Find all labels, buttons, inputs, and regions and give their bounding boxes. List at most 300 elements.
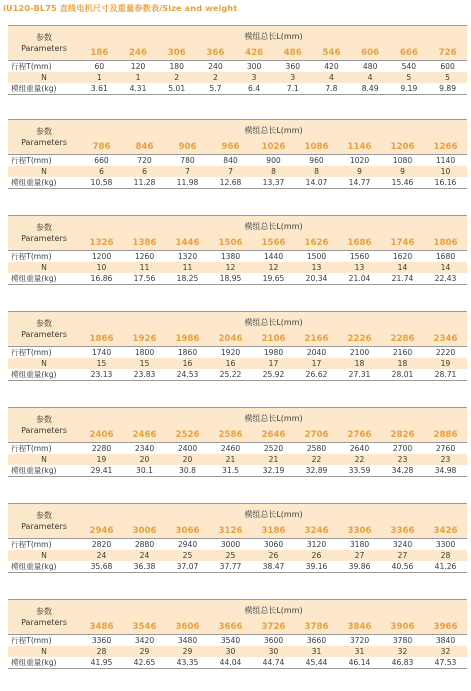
param-label-cn: 参数	[36, 415, 52, 424]
weight-row	[8, 657, 467, 669]
stroke-value: 3480	[166, 635, 209, 647]
weight-value: 41.26	[424, 561, 467, 573]
weight-value: 43.35	[166, 657, 209, 669]
weight-value: 33.59	[338, 465, 381, 477]
length-value: 2886	[424, 429, 467, 443]
length-value: 1506	[209, 237, 252, 251]
weight-value: 41.95	[80, 657, 123, 669]
weight-label: 模组重量(kg)	[8, 273, 80, 285]
stroke-value: 840	[209, 155, 252, 167]
stroke-value: 1620	[381, 251, 424, 263]
length-value: 2646	[252, 429, 295, 443]
stroke-value: 2100	[338, 347, 381, 359]
n-value: 29	[123, 646, 166, 657]
n-row	[8, 262, 467, 273]
length-value: 1866	[80, 333, 123, 347]
n-value: 7	[209, 166, 252, 177]
stroke-label: 行程T(mm)	[8, 635, 80, 647]
stroke-value: 2520	[252, 443, 295, 455]
stroke-value: 240	[196, 61, 235, 73]
length-value: 3966	[424, 621, 467, 635]
stroke-value: 1440	[252, 251, 295, 263]
stroke-value: 2160	[381, 347, 424, 359]
n-label: N	[8, 262, 80, 273]
weight-value: 34.98	[424, 465, 467, 477]
length-value: 3846	[338, 621, 381, 635]
length-value: 2586	[209, 429, 252, 443]
length-value: 546	[312, 47, 351, 61]
stroke-value: 60	[80, 61, 119, 73]
weight-row	[8, 273, 467, 285]
stroke-value: 1860	[166, 347, 209, 359]
weight-value: 15.46	[381, 177, 424, 189]
n-value: 11	[166, 262, 209, 273]
n-value: 16	[166, 358, 209, 369]
spec-table-1	[8, 25, 467, 95]
parameters-header	[8, 504, 80, 539]
n-value: 12	[252, 262, 295, 273]
weight-value: 19.65	[252, 273, 295, 285]
weight-row	[8, 177, 467, 189]
n-row	[8, 358, 467, 369]
length-value: 1566	[252, 237, 295, 251]
stroke-value: 1680	[424, 251, 467, 263]
n-value: 30	[252, 646, 295, 657]
length-value: 2046	[209, 333, 252, 347]
length-title: 模组总长L(mm)	[80, 216, 467, 238]
length-value: 426	[235, 47, 274, 61]
n-value: 15	[80, 358, 123, 369]
stroke-label: 行程T(mm)	[8, 443, 80, 455]
n-value: 5	[428, 72, 467, 83]
document-title: iU120-BL75 直线电机尺寸及重量参数表/Size and weight	[3, 3, 238, 13]
weight-row	[8, 83, 467, 95]
length-value: 3066	[166, 525, 209, 539]
weight-row	[8, 465, 467, 477]
length-value: 2406	[80, 429, 123, 443]
weight-label: 模组重量(kg)	[8, 369, 80, 381]
stroke-value: 720	[123, 155, 166, 167]
stroke-row	[8, 155, 467, 167]
length-value: 3186	[252, 525, 295, 539]
length-value: 486	[273, 47, 312, 61]
spec-table-7	[8, 599, 467, 669]
stroke-value: 1980	[252, 347, 295, 359]
stroke-value: 2580	[295, 443, 338, 455]
n-value: 22	[338, 454, 381, 465]
n-value: 21	[252, 454, 295, 465]
stroke-value: 2880	[123, 539, 166, 551]
param-label-en: Parameters	[21, 234, 67, 243]
n-value: 17	[252, 358, 295, 369]
weight-value: 18.25	[166, 273, 209, 285]
n-value: 26	[295, 550, 338, 561]
stroke-value: 2220	[424, 347, 467, 359]
weight-value: 23.83	[123, 369, 166, 381]
weight-value: 8.49	[351, 83, 390, 95]
stroke-row	[8, 635, 467, 647]
param-label-en: Parameters	[21, 44, 67, 53]
length-value: 186	[80, 47, 119, 61]
n-value: 31	[338, 646, 381, 657]
weight-row	[8, 561, 467, 573]
weight-label: 模组重量(kg)	[8, 465, 80, 477]
weight-label: 模组重量(kg)	[8, 561, 80, 573]
n-row	[8, 166, 467, 177]
stroke-value: 3720	[338, 635, 381, 647]
stroke-row	[8, 443, 467, 455]
n-value: 27	[338, 550, 381, 561]
n-label: N	[8, 166, 80, 177]
n-value: 8	[252, 166, 295, 177]
length-value: 1266	[424, 141, 467, 155]
weight-value: 42.65	[123, 657, 166, 669]
stroke-value: 1740	[80, 347, 123, 359]
n-value: 16	[209, 358, 252, 369]
n-value: 3	[273, 72, 312, 83]
n-value: 14	[424, 262, 467, 273]
stroke-value: 2760	[424, 443, 467, 455]
weight-value: 30.8	[166, 465, 209, 477]
n-value: 14	[381, 262, 424, 273]
n-label: N	[8, 454, 80, 465]
n-row	[8, 72, 467, 83]
weight-value: 5.7	[196, 83, 235, 95]
header-row	[8, 120, 467, 142]
stroke-value: 3420	[123, 635, 166, 647]
length-value: 3366	[381, 525, 424, 539]
length-value: 3006	[123, 525, 166, 539]
length-value: 966	[209, 141, 252, 155]
n-value: 26	[252, 550, 295, 561]
length-value: 2706	[295, 429, 338, 443]
weight-value: 44.74	[252, 657, 295, 669]
n-value: 27	[381, 550, 424, 561]
length-value: 1986	[166, 333, 209, 347]
n-value: 2	[157, 72, 196, 83]
stroke-value: 3540	[209, 635, 252, 647]
weight-value: 21.74	[381, 273, 424, 285]
weight-value: 9.19	[390, 83, 429, 95]
n-value: 9	[381, 166, 424, 177]
stroke-value: 1380	[209, 251, 252, 263]
stroke-value: 2820	[80, 539, 123, 551]
stroke-value: 660	[80, 155, 123, 167]
stroke-value: 2940	[166, 539, 209, 551]
weight-value: 14.77	[338, 177, 381, 189]
stroke-value: 2640	[338, 443, 381, 455]
stroke-value: 480	[351, 61, 390, 73]
length-value: 366	[196, 47, 235, 61]
length-value: 2346	[424, 333, 467, 347]
length-value: 3726	[252, 621, 295, 635]
length-title: 模组总长L(mm)	[80, 120, 467, 142]
length-title: 模组总长L(mm)	[80, 312, 467, 334]
param-label-en: Parameters	[21, 522, 67, 531]
length-value: 2106	[252, 333, 295, 347]
weight-value: 7.8	[312, 83, 351, 95]
weight-value: 34.28	[381, 465, 424, 477]
n-label: N	[8, 646, 80, 657]
weight-value: 46.14	[338, 657, 381, 669]
length-value: 2286	[381, 333, 424, 347]
stroke-value: 3660	[295, 635, 338, 647]
weight-value: 6.4	[235, 83, 274, 95]
n-value: 1	[119, 72, 158, 83]
stroke-label: 行程T(mm)	[8, 155, 80, 167]
n-value: 24	[123, 550, 166, 561]
n-value: 13	[295, 262, 338, 273]
length-value: 2526	[166, 429, 209, 443]
weight-value: 23.13	[80, 369, 123, 381]
weight-value: 3.61	[80, 83, 119, 95]
stroke-value: 420	[312, 61, 351, 73]
weight-value: 11.98	[166, 177, 209, 189]
n-value: 17	[295, 358, 338, 369]
stroke-value: 3120	[295, 539, 338, 551]
n-value: 19	[80, 454, 123, 465]
n-label: N	[8, 358, 80, 369]
stroke-label: 行程T(mm)	[8, 251, 80, 263]
weight-value: 44.04	[209, 657, 252, 669]
n-value: 2	[196, 72, 235, 83]
stroke-value: 3360	[80, 635, 123, 647]
weight-value: 37.77	[209, 561, 252, 573]
weight-value: 14.07	[295, 177, 338, 189]
weight-label: 模组重量(kg)	[8, 177, 80, 189]
weight-value: 32.89	[295, 465, 338, 477]
length-value: 3426	[424, 525, 467, 539]
param-label-cn: 参数	[36, 33, 52, 42]
stroke-value: 3000	[209, 539, 252, 551]
param-label-cn: 参数	[36, 223, 52, 232]
stroke-value: 360	[273, 61, 312, 73]
stroke-value: 1560	[338, 251, 381, 263]
length-value: 3246	[295, 525, 338, 539]
n-label: N	[8, 72, 80, 83]
n-value: 25	[209, 550, 252, 561]
weight-value: 9.89	[428, 83, 467, 95]
length-value: 906	[166, 141, 209, 155]
length-value: 2766	[338, 429, 381, 443]
n-value: 23	[424, 454, 467, 465]
n-value: 11	[123, 262, 166, 273]
weight-value: 7.1	[273, 83, 312, 95]
header-row	[8, 408, 467, 430]
weight-value: 10.58	[80, 177, 123, 189]
length-value: 846	[123, 141, 166, 155]
stroke-label: 行程T(mm)	[8, 539, 80, 551]
n-value: 24	[80, 550, 123, 561]
length-value: 1086	[295, 141, 338, 155]
length-value: 1146	[338, 141, 381, 155]
stroke-value: 900	[252, 155, 295, 167]
n-row	[8, 454, 467, 465]
weight-value: 31.5	[209, 465, 252, 477]
length-value: 726	[428, 47, 467, 61]
n-value: 5	[390, 72, 429, 83]
weight-value: 29.41	[80, 465, 123, 477]
n-value: 32	[381, 646, 424, 657]
weight-value: 16.86	[80, 273, 123, 285]
stroke-value: 1080	[381, 155, 424, 167]
length-value: 606	[351, 47, 390, 61]
parameters-header	[8, 600, 80, 635]
length-value: 1686	[338, 237, 381, 251]
n-value: 6	[123, 166, 166, 177]
weight-row	[8, 369, 467, 381]
header-row	[8, 216, 467, 238]
stroke-value: 1320	[166, 251, 209, 263]
weight-value: 30.1	[123, 465, 166, 477]
param-label-en: Parameters	[21, 426, 67, 435]
length-value: 2226	[338, 333, 381, 347]
weight-value: 13.37	[252, 177, 295, 189]
param-label-en: Parameters	[21, 330, 67, 339]
stroke-value: 3600	[252, 635, 295, 647]
n-row	[8, 550, 467, 561]
n-value: 7	[166, 166, 209, 177]
weight-value: 27.31	[338, 369, 381, 381]
length-value: 2826	[381, 429, 424, 443]
stroke-value: 3060	[252, 539, 295, 551]
param-label-en: Parameters	[21, 138, 67, 147]
n-value: 32	[424, 646, 467, 657]
n-value: 22	[295, 454, 338, 465]
spec-table-4	[8, 311, 467, 381]
stroke-row	[8, 539, 467, 551]
n-value: 23	[381, 454, 424, 465]
stroke-value: 2400	[166, 443, 209, 455]
stroke-value: 180	[157, 61, 196, 73]
length-value: 3906	[381, 621, 424, 635]
weight-value: 24.53	[166, 369, 209, 381]
n-value: 30	[209, 646, 252, 657]
stroke-label: 行程T(mm)	[8, 347, 80, 359]
n-value: 10	[80, 262, 123, 273]
param-label-cn: 参数	[36, 511, 52, 520]
stroke-value: 2280	[80, 443, 123, 455]
parameters-header	[8, 216, 80, 251]
weight-label: 模组重量(kg)	[8, 83, 80, 95]
header-row	[8, 312, 467, 334]
length-value: 2466	[123, 429, 166, 443]
stroke-value: 2460	[209, 443, 252, 455]
weight-value: 25.22	[209, 369, 252, 381]
n-value: 3	[235, 72, 274, 83]
n-value: 9	[338, 166, 381, 177]
weight-label: 模组重量(kg)	[8, 657, 80, 669]
stroke-value: 3180	[338, 539, 381, 551]
length-value: 246	[119, 47, 158, 61]
length-value: 3546	[123, 621, 166, 635]
weight-value: 47.53	[424, 657, 467, 669]
weight-value: 26.62	[295, 369, 338, 381]
weight-value: 5.01	[157, 83, 196, 95]
stroke-value: 2340	[123, 443, 166, 455]
stroke-value: 3780	[381, 635, 424, 647]
weight-value: 36.38	[123, 561, 166, 573]
parameters-header	[8, 408, 80, 443]
length-value: 3606	[166, 621, 209, 635]
stroke-row	[8, 251, 467, 263]
length-value: 1806	[424, 237, 467, 251]
n-value: 18	[381, 358, 424, 369]
length-value: 1326	[80, 237, 123, 251]
weight-value: 18.95	[209, 273, 252, 285]
length-value: 306	[157, 47, 196, 61]
stroke-value: 540	[390, 61, 429, 73]
weight-value: 32.19	[252, 465, 295, 477]
weight-value: 39.16	[295, 561, 338, 573]
stroke-row	[8, 347, 467, 359]
n-value: 8	[295, 166, 338, 177]
stroke-value: 3300	[424, 539, 467, 551]
stroke-value: 1200	[80, 251, 123, 263]
stroke-row	[8, 61, 467, 73]
stroke-value: 300	[235, 61, 274, 73]
n-value: 13	[338, 262, 381, 273]
weight-value: 38.47	[252, 561, 295, 573]
stroke-value: 1260	[123, 251, 166, 263]
length-value: 1926	[123, 333, 166, 347]
weight-value: 37.07	[166, 561, 209, 573]
stroke-value: 2040	[295, 347, 338, 359]
n-value: 18	[338, 358, 381, 369]
n-value: 28	[80, 646, 123, 657]
header-row	[8, 600, 467, 622]
n-label: N	[8, 550, 80, 561]
weight-value: 4.31	[119, 83, 158, 95]
header-row	[8, 504, 467, 526]
param-label-en: Parameters	[21, 618, 67, 627]
length-value: 1386	[123, 237, 166, 251]
weight-value: 21.04	[338, 273, 381, 285]
weight-value: 22.43	[424, 273, 467, 285]
length-title: 模组总长L(mm)	[80, 600, 467, 622]
weight-value: 45.44	[295, 657, 338, 669]
length-value: 2166	[295, 333, 338, 347]
weight-value: 28.01	[381, 369, 424, 381]
header-row	[8, 26, 467, 48]
length-value: 1746	[381, 237, 424, 251]
weight-value: 11.28	[123, 177, 166, 189]
stroke-value: 1020	[338, 155, 381, 167]
n-value: 29	[166, 646, 209, 657]
spec-table-5	[8, 407, 467, 477]
length-value: 1206	[381, 141, 424, 155]
n-value: 1	[80, 72, 119, 83]
n-value: 20	[123, 454, 166, 465]
length-title: 模组总长L(mm)	[80, 26, 467, 48]
weight-value: 20.34	[295, 273, 338, 285]
n-value: 19	[424, 358, 467, 369]
length-value: 786	[80, 141, 123, 155]
parameters-header	[8, 120, 80, 155]
length-value: 1026	[252, 141, 295, 155]
length-value: 2946	[80, 525, 123, 539]
stroke-value: 1800	[123, 347, 166, 359]
length-value: 1626	[295, 237, 338, 251]
weight-value: 12.68	[209, 177, 252, 189]
stroke-value: 600	[428, 61, 467, 73]
stroke-label: 行程T(mm)	[8, 61, 80, 73]
stroke-value: 2700	[381, 443, 424, 455]
length-value: 3486	[80, 621, 123, 635]
stroke-value: 1500	[295, 251, 338, 263]
weight-value: 46.83	[381, 657, 424, 669]
weight-value: 25.92	[252, 369, 295, 381]
